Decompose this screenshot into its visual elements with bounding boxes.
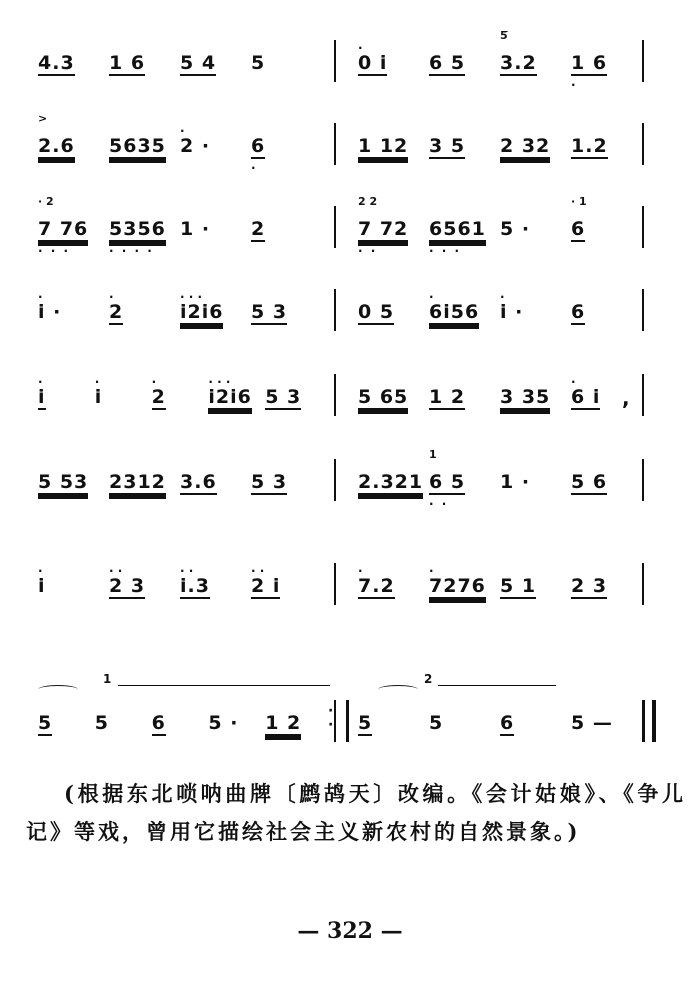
grace-note: 5̅ — [500, 29, 508, 42]
barline — [334, 700, 336, 742]
note-group — [152, 690, 205, 750]
note-group — [500, 30, 567, 90]
note-digits: 5 — [429, 712, 444, 734]
barline — [642, 700, 645, 742]
note-group — [358, 553, 425, 613]
breath-mark: , — [622, 386, 630, 410]
note-digits: 2 · — [180, 135, 211, 157]
note-digits: i · — [38, 301, 62, 323]
barline — [334, 206, 336, 248]
note-digits: i2i6 — [208, 386, 252, 408]
note-group — [571, 30, 638, 90]
note-group — [109, 30, 176, 90]
note-group — [500, 553, 567, 613]
note-group — [251, 196, 318, 256]
second-ending-number: 2 — [424, 672, 433, 686]
note-digits: 5 3 — [265, 386, 302, 408]
note-digits: 6 — [571, 218, 586, 240]
barline — [642, 459, 644, 501]
note-digits: 6 — [500, 712, 515, 734]
grace-note: · 1 — [571, 195, 587, 208]
note-group — [500, 364, 567, 424]
note-group — [251, 30, 318, 90]
barline — [334, 459, 336, 501]
note-digits: 6 5 — [429, 471, 466, 493]
note-digits: 5 — [94, 712, 110, 734]
octave-dot-above: · — [94, 375, 100, 389]
note-digits: 6561 — [429, 218, 486, 240]
barline — [334, 563, 336, 605]
note-digits: 5356 — [109, 218, 166, 240]
note-digits: 6 i — [571, 386, 601, 408]
note-group — [500, 690, 567, 750]
octave-dot-above: · — [180, 124, 185, 138]
note-digits: 2 — [251, 218, 266, 240]
note-digits: 5 1 — [500, 575, 537, 597]
note-digits: 5 — [251, 52, 266, 74]
note-digits: 1 2 — [429, 386, 466, 408]
note-group — [180, 113, 247, 173]
page-number: — 322 — — [297, 918, 403, 944]
note-digits: i2i6 — [180, 301, 224, 323]
score-system — [0, 196, 700, 256]
note-digits: 7276 — [429, 575, 486, 597]
note-digits: 5 6 — [571, 471, 608, 493]
octave-dot-below: · · · · — [109, 244, 154, 258]
barline — [334, 123, 336, 165]
barline — [642, 40, 644, 82]
note-digits: 5 — [38, 712, 53, 734]
note-digits: 1 12 — [358, 135, 409, 157]
note-group — [180, 449, 247, 509]
octave-dot-above: · — [571, 375, 576, 389]
octave-dot-above: · — [500, 290, 505, 304]
second-ending-bracket — [438, 685, 556, 692]
note-group — [251, 113, 318, 173]
barline — [334, 289, 336, 331]
barline — [334, 40, 336, 82]
note-group — [500, 196, 567, 256]
note-digits: 6 — [151, 712, 166, 734]
note-digits: 1 6 — [571, 52, 608, 74]
note-digits: 2 32 — [500, 135, 551, 157]
note-group — [38, 196, 105, 256]
note-digits: 7.2 — [358, 575, 395, 597]
note-digits: 6i56 — [429, 301, 480, 323]
note-group — [265, 364, 318, 424]
note-digits: 1 · — [500, 471, 531, 493]
barline — [642, 123, 644, 165]
final-barline — [652, 700, 656, 742]
note-digits: 0 5 — [358, 301, 395, 323]
score-system — [0, 449, 700, 509]
repeat-barline — [346, 700, 349, 742]
grace-note: 2 2 — [358, 195, 378, 208]
note-group — [208, 364, 261, 424]
note-group — [95, 364, 148, 424]
note-group — [265, 690, 318, 750]
octave-dot-below: · · — [429, 497, 449, 511]
repeat-sign-dots: · · — [328, 703, 334, 733]
note-digits: 7 76 — [38, 218, 89, 240]
note-group — [500, 279, 567, 339]
note-digits: 0 i — [358, 52, 388, 74]
note-group — [571, 449, 638, 509]
note-group — [500, 113, 567, 173]
note-group — [358, 30, 425, 90]
note-digits: 3.2 — [500, 52, 537, 74]
note-group — [358, 279, 425, 339]
note-group — [109, 449, 176, 509]
phrase-slur — [38, 685, 78, 694]
barline — [642, 206, 644, 248]
octave-dot-above: · — [429, 290, 434, 304]
octave-dot-above: · — [38, 375, 43, 389]
first-ending-number: 1 — [103, 672, 112, 686]
octave-dot-above: · · — [251, 564, 265, 578]
note-group — [429, 279, 496, 339]
score-system — [0, 113, 700, 173]
score-system — [0, 672, 700, 750]
note-group — [109, 196, 176, 256]
note-digits: 5 · — [208, 712, 239, 734]
grace-note: 1 — [429, 448, 437, 461]
grace-note: · 2 — [38, 195, 54, 208]
octave-dot-above: · · — [109, 564, 123, 578]
note-digits: i.3 — [180, 575, 210, 597]
note-group — [180, 196, 247, 256]
note-group — [251, 553, 318, 613]
octave-dot-below: · · · — [38, 244, 71, 258]
note-group — [109, 279, 176, 339]
note-digits: i · — [500, 301, 524, 323]
note-digits: 5 · — [500, 218, 531, 240]
note-group — [571, 113, 638, 173]
octave-dot-above: · · — [180, 564, 194, 578]
note-group — [571, 279, 638, 339]
note-digits: 2312 — [109, 471, 166, 493]
octave-dot-above: · — [358, 564, 363, 578]
first-ending-bracket — [118, 685, 330, 692]
source-caption: (根据东北唢呐曲牌〔鹧鸪天〕改编。《会计姑娘》、《争儿记》等戏，曾用它描绘社会主义新农村的自然景象。) — [26, 781, 686, 844]
note-group — [208, 690, 261, 750]
note-digits: 5 4 — [180, 52, 217, 74]
octave-dot-above: · — [109, 290, 114, 304]
octave-dot-above: · — [38, 290, 43, 304]
note-group — [571, 196, 638, 256]
note-digits: 2 3 — [109, 575, 146, 597]
octave-dot-above: · — [429, 564, 434, 578]
note-group — [38, 449, 105, 509]
note-digits: 2.6 — [38, 135, 75, 157]
note-group — [429, 690, 496, 750]
note-group — [109, 553, 176, 613]
octave-dot-above: · — [151, 375, 157, 389]
note-digits: 2 3 — [571, 575, 608, 597]
note-group — [251, 279, 318, 339]
note-digits: i — [94, 386, 103, 408]
note-group — [38, 30, 105, 90]
note-digits: 6 — [251, 135, 266, 157]
note-digits: 3 35 — [500, 386, 551, 408]
grace-note: > — [38, 112, 48, 125]
octave-dot-below: · — [571, 78, 578, 92]
note-digits: 1 6 — [109, 52, 146, 74]
note-group — [251, 449, 318, 509]
note-digits: 2 i — [251, 575, 281, 597]
note-digits: 5 53 — [38, 471, 89, 493]
octave-dot-above: · — [358, 41, 363, 55]
note-group — [109, 113, 176, 173]
note-digits: 2 — [109, 301, 124, 323]
note-digits: 5 3 — [251, 301, 288, 323]
note-digits: 6 — [571, 301, 586, 323]
note-group — [38, 364, 91, 424]
score-system — [0, 553, 700, 613]
note-group — [38, 553, 105, 613]
note-digits: 6 5 — [429, 52, 466, 74]
note-group — [358, 196, 425, 256]
note-group — [358, 690, 425, 750]
note-group — [38, 113, 105, 173]
note-group — [180, 279, 247, 339]
note-digits: 5 — — [571, 712, 613, 734]
note-digits: 1 · — [180, 218, 211, 240]
octave-dot-above: · — [38, 564, 43, 578]
note-digits: 2 — [151, 386, 166, 408]
barline — [334, 374, 336, 416]
note-digits: 3.6 — [180, 471, 217, 493]
note-group — [358, 364, 425, 424]
score-system — [0, 30, 700, 90]
octave-dot-below: · · · — [429, 244, 462, 258]
note-group — [571, 690, 638, 750]
score-system — [0, 364, 700, 424]
note-group — [429, 30, 496, 90]
note-digits: 1 2 — [265, 712, 302, 734]
note-group — [152, 364, 205, 424]
note-digits: 4.3 — [38, 52, 75, 74]
note-digits: 2.321 — [358, 471, 424, 493]
note-digits: 7 72 — [358, 218, 409, 240]
barline — [642, 289, 644, 331]
octave-dot-below: · · — [358, 244, 378, 258]
barline — [642, 563, 644, 605]
note-group — [429, 196, 496, 256]
note-group — [429, 113, 496, 173]
barline — [642, 374, 644, 416]
note-digits: 5635 — [109, 135, 166, 157]
note-group — [38, 690, 91, 750]
note-digits: 1.2 — [571, 135, 608, 157]
octave-dot-above: · · · — [208, 375, 231, 389]
note-group — [38, 279, 105, 339]
octave-dot-above: · · · — [180, 290, 203, 304]
note-digits: 5 3 — [251, 471, 288, 493]
note-group — [358, 113, 425, 173]
octave-dot-below: · — [251, 161, 258, 175]
note-digits: i — [38, 386, 46, 408]
note-group — [180, 30, 247, 90]
note-digits: i — [38, 575, 46, 597]
phrase-slur — [378, 685, 418, 694]
note-group — [571, 553, 638, 613]
note-group — [95, 690, 148, 750]
note-digits: 3 5 — [429, 135, 466, 157]
score-system — [0, 279, 700, 339]
note-group — [358, 449, 425, 509]
note-digits: 5 65 — [358, 386, 409, 408]
note-group — [500, 449, 567, 509]
note-group — [180, 553, 247, 613]
note-group — [429, 364, 496, 424]
note-group — [429, 553, 496, 613]
note-group — [429, 449, 496, 509]
note-digits: 5 — [358, 712, 373, 734]
